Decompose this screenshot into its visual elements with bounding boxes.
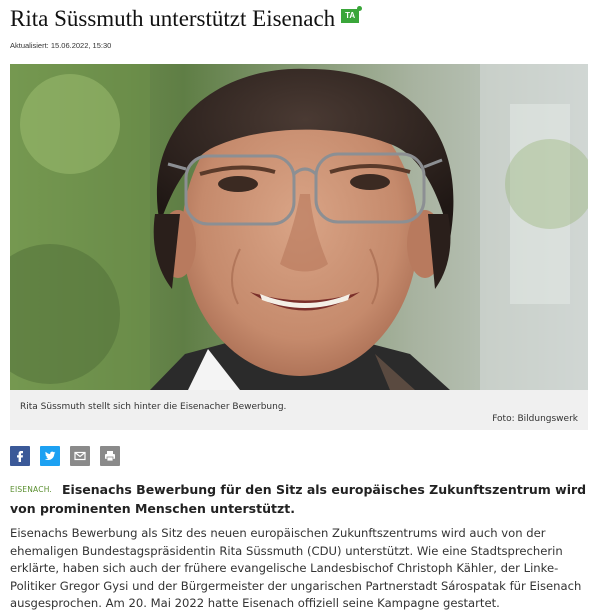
lead-text: Eisenachs Bewerbung für den Sitz als europäisches Zukunftszentrum wird von prominenten Menschen unterstützt. [10,482,587,516]
mail-icon [73,449,87,463]
image-caption: Rita Süssmuth stellt sich hinter die Eisenacher Bewerbung. [20,402,287,412]
ta-logo-icon: TA [341,9,359,23]
photo-credit: Foto: Bildungswerk [492,414,578,424]
print-icon [103,449,117,463]
share-bar [10,446,120,466]
article-photo [10,64,588,390]
twitter-share-button[interactable] [40,446,60,466]
article-lead [10,481,590,517]
updated-timestamp: Aktualisiert: 15.06.2022, 15:30 [10,41,112,50]
article-body-paragraph: Eisenachs Bewerbung als Sitz des neuen europäischen Zukunftszentrums wird auch von der ehemaligen Bundestagspräsidentin Rita Süssmuth (CDU) unterstützt. Wie eine Stadtsprecherin erklärte, haben sich auch der frühere evangelische Landesbischof Christoph Kähler, der Linke-Politiker Gregor Gysi und der Bürgermeister der ungarischen Partnerstadt Sárospatak für Eisenach ausgesprochen. Am 20. Mai 2022 hatte Eisenach offiziell seine Kampagne gestartet. [10,526,582,610]
twitter-icon [43,449,57,463]
email-share-button[interactable] [70,446,90,466]
article-title: Rita Süssmuth unterstützt Eisenach [10,6,336,31]
facebook-icon [13,449,27,463]
dateline: EISENACH. [10,485,52,494]
title-row [10,6,359,32]
image-caption-box [10,390,588,430]
print-button[interactable] [100,446,120,466]
facebook-share-button[interactable] [10,446,30,466]
portrait-illustration [10,64,588,390]
